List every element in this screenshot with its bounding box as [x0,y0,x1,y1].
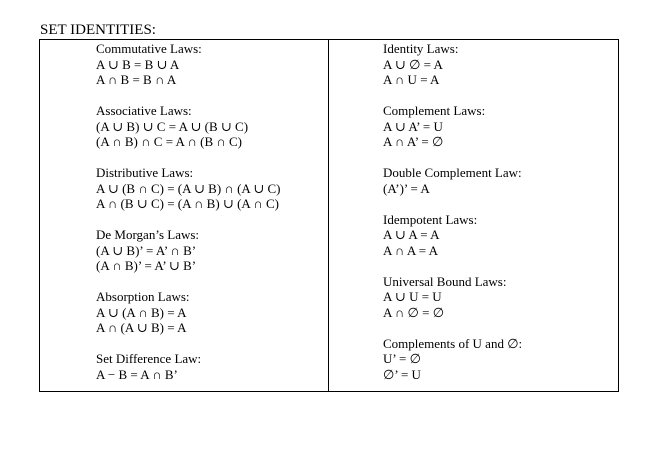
law-heading: Identity Laws: [383,41,459,56]
law-formula: A ∩ (A ∪ B) = A [96,320,187,335]
law-formula: A ∪ B = B ∪ A [96,56,180,72]
law-formula: (A’)’ = A [383,180,430,196]
law-formula: A − B = A ∩ B’ [96,366,178,382]
commutative-laws [96,41,280,88]
law-formula: A ∩ A’ = ∅ [383,134,444,149]
law-heading: Absorption Laws: [96,289,190,304]
law-formula: ∅’ = U [383,366,421,382]
associative-laws [96,103,280,150]
law-heading: Set Difference Law: [96,351,202,366]
complement-laws [383,103,522,150]
law-formula: A ∩ B = B ∩ A [96,72,177,87]
law-formula: A ∪ (B ∩ C) = (A ∪ B) ∩ (A ∪ C) [96,180,281,196]
law-formula: (A ∩ B)’ = A’ ∪ B’ [96,258,197,273]
law-heading: De Morgan’s Laws: [96,227,200,242]
complements-of-u-and-empty [383,336,522,383]
law-formula: A ∩ A = A [383,242,439,258]
set-difference-law [96,351,280,382]
double-complement-law [383,165,522,196]
idempotent-laws [383,212,522,259]
distributive-laws [96,165,280,212]
law-heading: Universal Bound Laws: [383,273,507,289]
absorption-laws [96,289,280,336]
law-heading: Commutative Laws: [96,41,202,56]
law-heading: Idempotent Laws: [383,211,478,227]
left-column [96,41,280,398]
universal-bound-laws [383,274,522,321]
law-formula: A ∪ ∅ = A [383,56,443,72]
law-formula: (A ∪ B) ∪ C = A ∪ (B ∪ C) [96,118,249,134]
law-formula: A ∪ A’ = U [383,118,443,134]
de-morgans-laws [96,227,280,274]
law-formula: A ∪ A = A [383,227,440,242]
law-formula: (A ∪ B)’ = A’ ∩ B’ [96,242,197,258]
law-heading: Associative Laws: [96,103,192,118]
law-heading: Distributive Laws: [96,165,194,180]
law-formula: A ∩ ∅ = ∅ [383,304,445,320]
law-formula: A ∪ (A ∩ B) = A [96,304,187,320]
law-heading: Complements of U and ∅: [383,335,523,351]
law-formula: A ∩ (B ∪ C) = (A ∩ B) ∪ (A ∩ C) [96,196,279,211]
identities-table [39,39,619,392]
page-title: SET IDENTITIES: [40,22,156,38]
law-heading: Complement Laws: [383,103,486,118]
law-formula: A ∩ U = A [383,72,440,87]
right-column [383,41,522,398]
law-formula: (A ∩ B) ∩ C = A ∩ (B ∩ C) [96,134,243,149]
column-divider [328,40,329,391]
identity-laws [383,41,522,88]
law-heading: Double Complement Law: [383,165,522,180]
law-formula: U’ = ∅ [383,351,421,366]
law-formula: A ∪ U = U [383,289,442,304]
